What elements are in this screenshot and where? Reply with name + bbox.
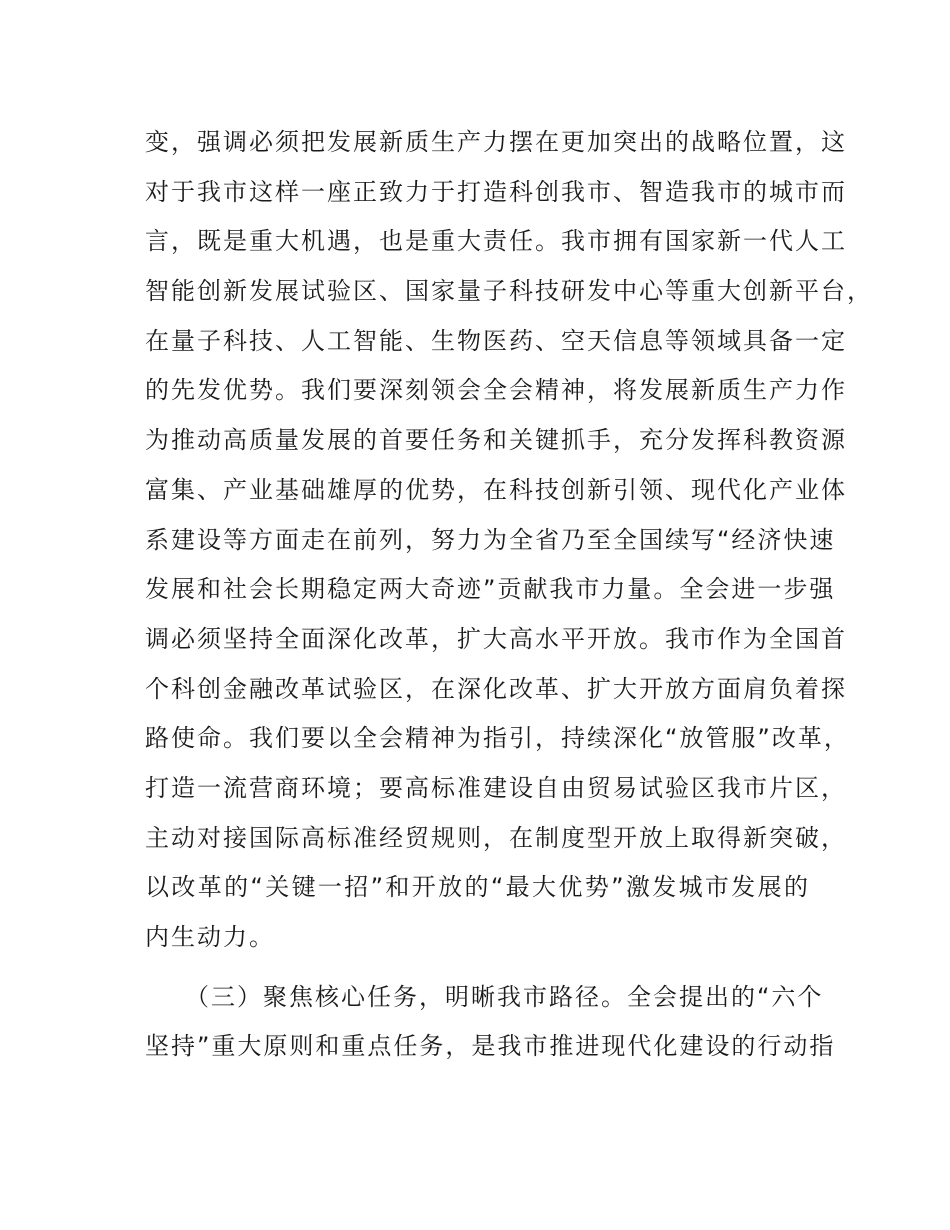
text-line: 变，强调必须把发展新质生产力摆在更加突出的战略位置，这 [145,128,847,156]
text-line: 路使命。我们要以全会精神为指引，持续深化“放管服”改革， [145,724,850,753]
text-line: 内生动力。 [145,923,275,951]
section-heading-line: （三）聚焦核心任务，明晰我市路径。全会提出的“六个 [185,982,824,1011]
text-line: 对于我市这样一座正致力于打造科创我市、智造我市的城市而 [145,177,847,206]
text-line: 为推动高质量发展的首要任务和关键抓手，充分发挥科教资源 [145,426,847,455]
text-line: 坚持”重大原则和重点任务，是我市推进现代化建设的行动指 [145,1032,836,1061]
text-line: 富集、产业基础雄厚的优势，在科技创新引领、现代化产业体 [145,475,847,504]
text-line: 打造一流营商环境；要高标准建设自由贸易试验区我市片区， [145,773,847,802]
text-line: 调必须坚持全面深化改革，扩大高水平开放。我市作为全国首 [145,624,847,653]
text-line: 主动对接国际高标准经贸规则，在制度型开放上取得新突破， [145,823,847,852]
paragraph-2 [145,973,836,1072]
text-line: 发展和社会长期稳定两大奇迹”贡献我市力量。全会进一步强 [145,575,836,604]
text-line: 以改革的“关键一招”和开放的“最大优势”激发城市发展的 [145,873,810,902]
text-line: 在量子科技、人工智能、生物医药、空天信息等领域具备一定 [145,326,847,355]
text-line: 智能创新发展试验区、国家量子科技研发中心等重大创新平台， [145,277,873,306]
text-line: 系建设等方面走在前列，努力为全省乃至全国续写“经济快速 [145,525,836,554]
document-page [145,118,873,1072]
text-line: 的先发优势。我们要深刻领会全会精神，将发展新质生产力作 [145,376,847,405]
paragraph-1 [145,118,873,963]
text-line: 言，既是重大机遇，也是重大责任。我市拥有国家新一代人工 [145,227,847,256]
text-line: 个科创金融改革试验区，在深化改革、扩大开放方面肩负着探 [145,674,847,703]
